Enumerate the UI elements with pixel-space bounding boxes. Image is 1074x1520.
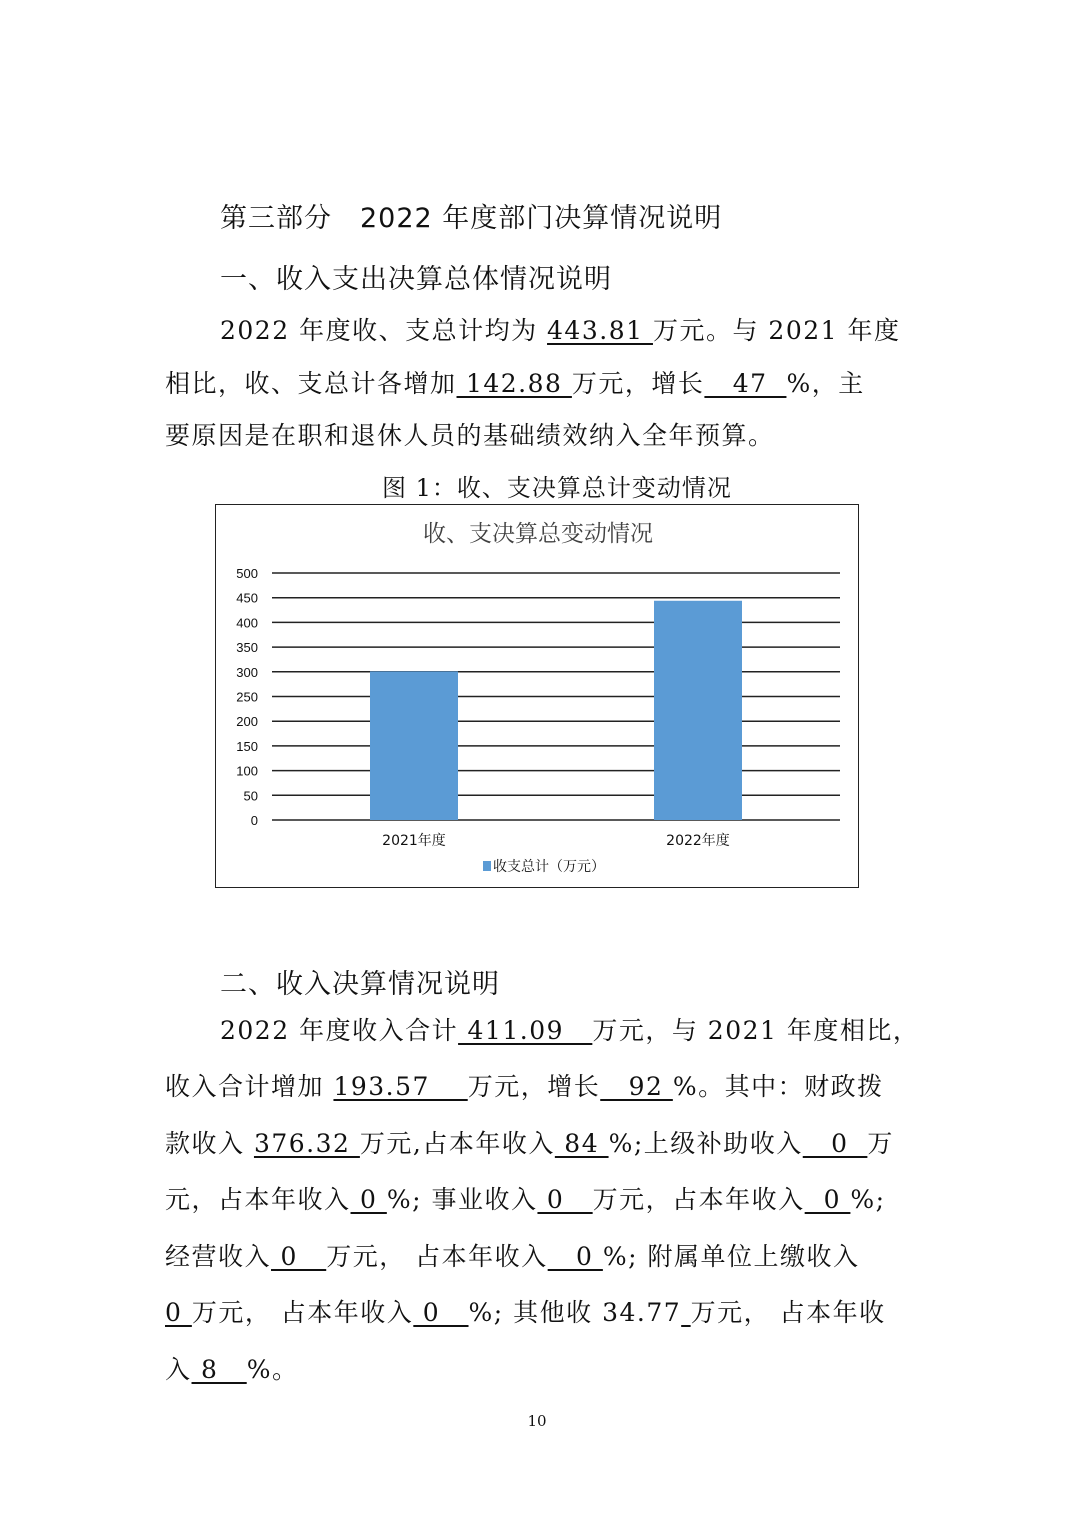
underlined-value: 0 bbox=[547, 1242, 603, 1271]
section2-line-4 bbox=[165, 1180, 886, 1216]
page-number: 10 bbox=[527, 1412, 547, 1430]
text-segment: %; 事业收入 bbox=[386, 1185, 538, 1214]
underlined-value: 0 bbox=[271, 1242, 327, 1271]
text-segment: 万元，占本年收入 bbox=[592, 1185, 805, 1214]
text-segment: 万元，增长 bbox=[571, 369, 705, 398]
text-segment: 要原因是在职和退休人员的基础绩效纳入全年预算。 bbox=[165, 421, 775, 450]
section1-line-2 bbox=[165, 364, 865, 400]
underlined-value: 8 bbox=[191, 1355, 247, 1384]
text-segment: 2022 年度收入合计 bbox=[220, 1016, 459, 1045]
section2-line-3 bbox=[165, 1124, 894, 1160]
text-segment: 万元。与 2021 年度 bbox=[652, 316, 901, 345]
text-segment: 收入合计增加 bbox=[165, 1072, 334, 1101]
text-segment: 万元，与 2021 年度相比， bbox=[592, 1016, 920, 1045]
underlined-value: 0 bbox=[537, 1185, 593, 1214]
underlined-value: 0 bbox=[165, 1298, 192, 1327]
section2-line-2 bbox=[165, 1067, 884, 1103]
chart-svg bbox=[216, 505, 860, 889]
underlined-value: 84 bbox=[554, 1129, 609, 1158]
underlined-value: 443.81 bbox=[547, 316, 653, 345]
y-tick-label: 200 bbox=[236, 714, 258, 730]
chart-title: 收、支决算总变动情况 bbox=[423, 521, 653, 547]
text-segment: 相比，收、支总计各增加 bbox=[165, 369, 457, 398]
section2-line-6 bbox=[165, 1293, 886, 1329]
text-segment: 经营收入 bbox=[165, 1242, 272, 1271]
underlined-value: 92 bbox=[600, 1072, 673, 1101]
text-segment: 款收入 bbox=[165, 1129, 254, 1158]
legend-swatch bbox=[483, 861, 491, 871]
bar-chart bbox=[215, 504, 859, 888]
text-segment: 2022 年度收、支总计均为 bbox=[220, 316, 548, 345]
text-segment: 万元， 占本年收 bbox=[690, 1298, 886, 1327]
x-tick-label: 2022年度 bbox=[666, 833, 730, 849]
section1-line-1 bbox=[220, 311, 901, 347]
y-tick-label: 100 bbox=[236, 763, 258, 779]
text-segment: 入 bbox=[165, 1355, 192, 1384]
text-segment: 万元， 占本年收入 bbox=[326, 1242, 548, 1271]
bar bbox=[654, 601, 742, 820]
text-segment: %; 其他收 34.77 bbox=[468, 1298, 682, 1327]
text-segment: 万元，增长 bbox=[467, 1072, 601, 1101]
text-segment: %;上级补助收入 bbox=[608, 1129, 803, 1158]
underlined-value: 411.09 bbox=[458, 1016, 593, 1045]
underlined-value bbox=[681, 1298, 690, 1327]
y-tick-label: 150 bbox=[236, 738, 258, 754]
underlined-value: 0 bbox=[802, 1129, 868, 1158]
underlined-value: 376.32 bbox=[253, 1129, 360, 1158]
figure-caption: 图 1：收、支决算总计变动情况 bbox=[382, 474, 732, 502]
y-tick-label: 400 bbox=[236, 615, 258, 631]
y-tick-label: 350 bbox=[236, 640, 258, 656]
underlined-value: 142.88 bbox=[456, 369, 572, 398]
section2-line-1 bbox=[220, 1011, 919, 1047]
y-tick-label: 0 bbox=[250, 813, 258, 828]
text-segment: 万元， 占本年收入 bbox=[191, 1298, 414, 1327]
bar bbox=[370, 671, 458, 820]
section1-line-3 bbox=[165, 416, 775, 452]
text-segment: %。 bbox=[246, 1355, 299, 1384]
part-title: 第三部分 2022 年度部门决算情况说明 bbox=[220, 203, 723, 234]
text-segment: %，主 bbox=[786, 369, 865, 398]
text-segment: 元，占本年收入 bbox=[165, 1185, 351, 1214]
text-segment: %; bbox=[850, 1185, 886, 1214]
y-tick-label: 250 bbox=[236, 689, 258, 705]
y-tick-label: 450 bbox=[236, 590, 258, 606]
underlined-value: 0 bbox=[413, 1298, 469, 1327]
underlined-value: 193.57 bbox=[333, 1072, 468, 1101]
y-tick-label: 50 bbox=[243, 788, 258, 804]
section2-line-5 bbox=[165, 1237, 860, 1273]
text-segment: 万元,占本年收入 bbox=[359, 1129, 555, 1158]
section1-title: 一、收入支出决算总体情况说明 bbox=[220, 264, 612, 295]
section2-title: 二、收入决算情况说明 bbox=[220, 969, 500, 1000]
underlined-value: 47 bbox=[704, 369, 787, 398]
y-tick-label: 300 bbox=[236, 664, 258, 680]
text-segment: 万 bbox=[867, 1129, 894, 1158]
underlined-value: 0 bbox=[350, 1185, 387, 1214]
section2-line-7 bbox=[165, 1350, 298, 1386]
x-tick-label: 2021年度 bbox=[382, 833, 446, 849]
legend-label: 收支总计（万元） bbox=[493, 859, 605, 875]
underlined-value: 0 bbox=[804, 1185, 851, 1214]
y-tick-label: 500 bbox=[236, 566, 258, 581]
text-segment: %; 附属单位上缴收入 bbox=[602, 1242, 860, 1271]
text-segment: %。其中：财政拨 bbox=[672, 1072, 884, 1101]
